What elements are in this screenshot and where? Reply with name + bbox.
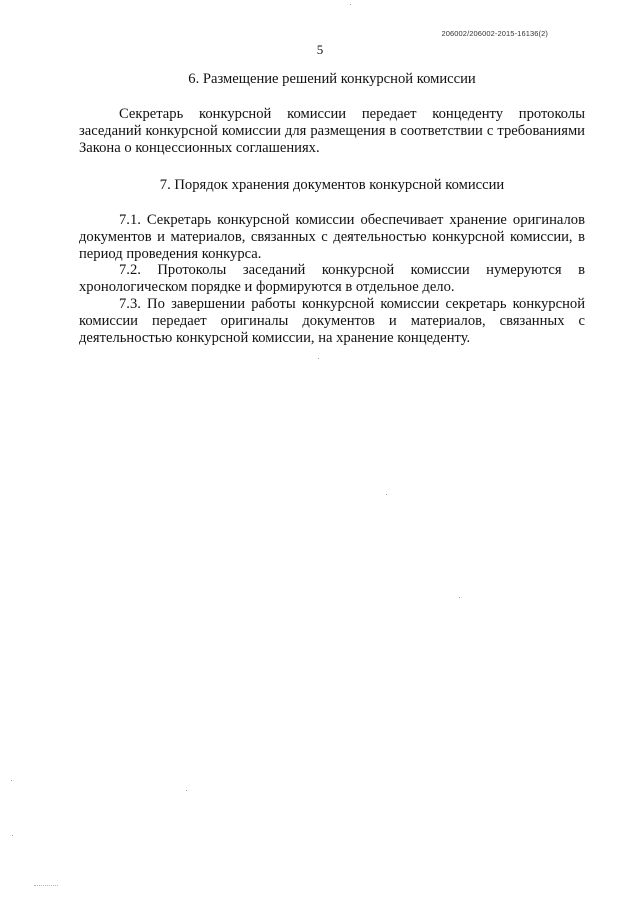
section-7-heading: 7. Порядок хранения документов конкурсной комиссии [159, 177, 505, 193]
clause-7-1: 7.1. Секретарь конкурсной комиссии обеспечивает хранение оригиналов документов и материалов, связанных с деятельностью конкурсной комиссии, в период проведения конкурса. [79, 212, 585, 262]
scan-speck [386, 494, 387, 495]
scan-speck [186, 790, 187, 791]
scan-speck [12, 835, 13, 836]
document-id: 206002/206002-2015-16136(2) [441, 29, 548, 38]
scan-speck [350, 4, 351, 5]
scan-speck [11, 780, 12, 781]
scan-speck [459, 597, 460, 598]
section-7-body [79, 212, 585, 346]
section-6-body [79, 106, 585, 156]
section-6-paragraph: Секретарь конкурсной комиссии передает концеденту протоколы заседаний конкурсной комиссии для размещения в соответствии с требованиями Закона о концессионных соглашениях. [79, 106, 585, 156]
scan-artifact [34, 885, 58, 889]
section-6-heading: 6. Размещение решений конкурсной комиссии [188, 71, 476, 87]
clause-7-3: 7.3. По завершении работы конкурсной комиссии секретарь конкурсной комиссии передает оригиналы документов и материалов, связанных с деятельностью конкурсной комиссии, на хранение концеденту. [79, 295, 585, 346]
clause-7-2: 7.2. Протоколы заседаний конкурсной комиссии нумеруются в хронологическом порядке и формируются в отдельное дело. [79, 262, 585, 296]
scan-speck [318, 358, 319, 359]
page-number: 5 [316, 42, 324, 57]
